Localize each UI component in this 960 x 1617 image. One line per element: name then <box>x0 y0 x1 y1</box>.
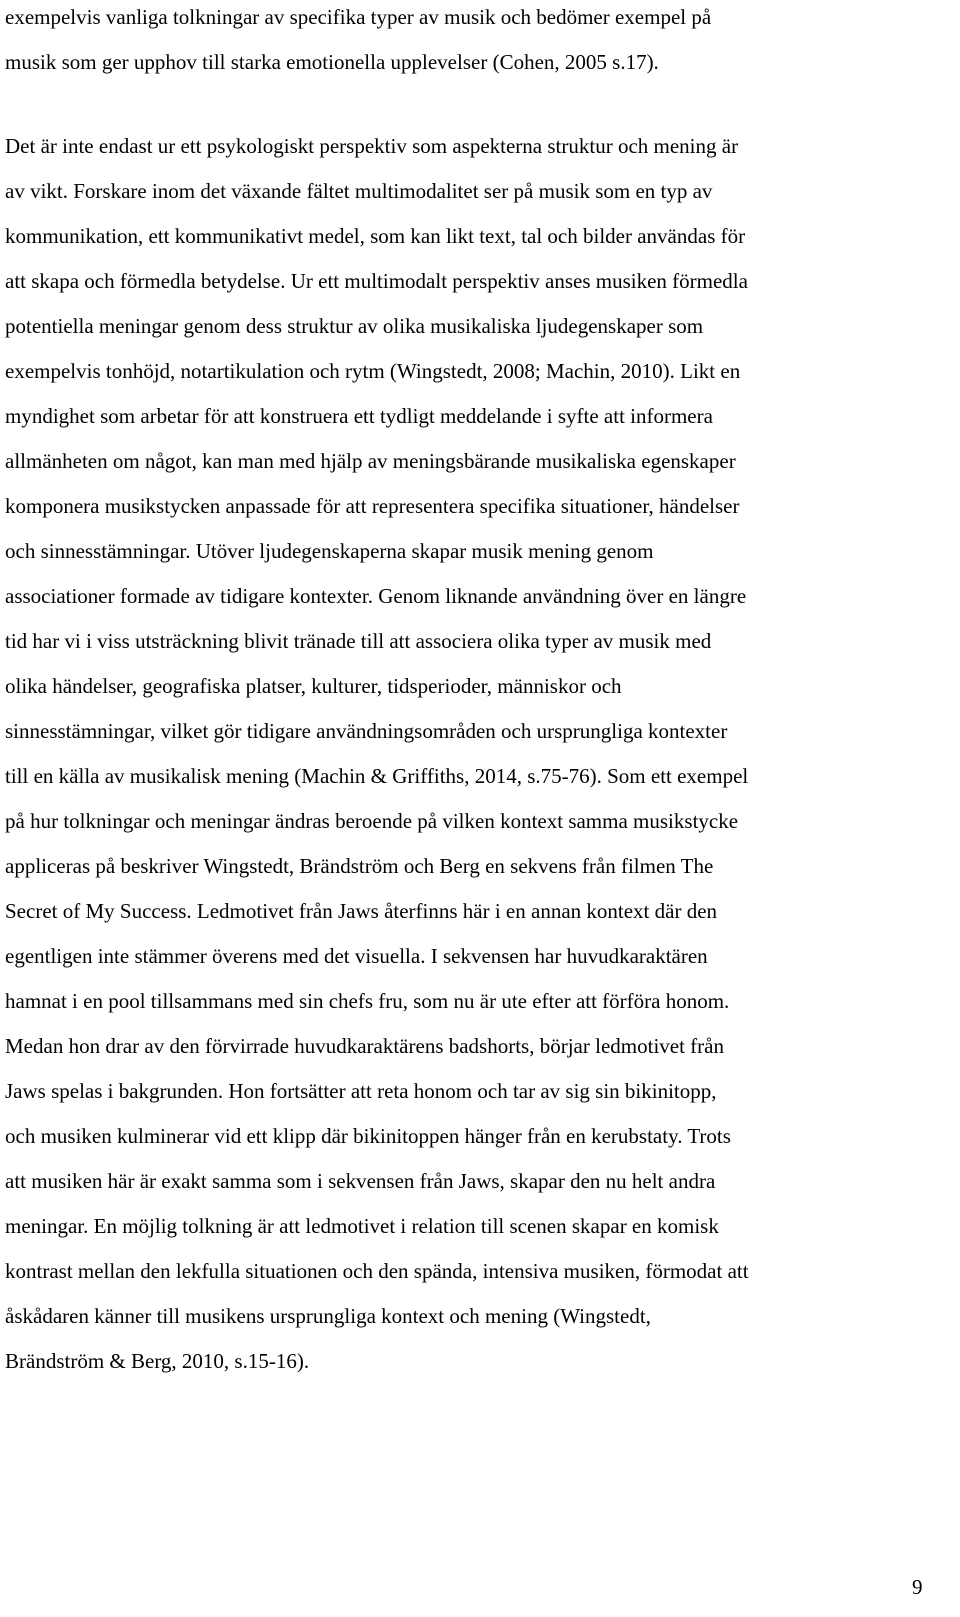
text-line: appliceras på beskriver Wingstedt, Brändström och Berg en sekvens från filmen The <box>5 854 714 878</box>
text-line: egentligen inte stämmer överens med det visuella. I sekvensen har huvudkaraktären <box>5 944 708 968</box>
text-line: Brändström & Berg, 2010, s.15-16). <box>5 1349 310 1373</box>
text-line: åskådaren känner till musikens ursprungliga kontext och mening (Wingstedt, <box>5 1304 651 1328</box>
text-line: att skapa och förmedla betydelse. Ur ett multimodalt perspektiv anses musiken förmedla <box>5 269 748 293</box>
text-line: och musiken kulminerar vid ett klipp där bikinitoppen hänger från en kerubstaty. Trots <box>5 1124 731 1148</box>
page-number: 9 <box>912 1575 923 1599</box>
text-line: hamnat i en pool tillsammans med sin chefs fru, som nu är ute efter att förföra honom. <box>5 989 730 1013</box>
text-line: olika händelser, geografiska platser, kulturer, tidsperioder, människor och <box>5 674 622 698</box>
text-line: Det är inte endast ur ett psykologiskt perspektiv som aspekterna struktur och mening är <box>5 134 739 158</box>
text-line: att musiken här är exakt samma som i sekvensen från Jaws, skapar den nu helt andra <box>5 1169 716 1193</box>
text-line: på hur tolkningar och meningar ändras beroende på vilken kontext samma musikstycke <box>5 809 739 833</box>
text-line: musik som ger upphov till starka emotionella upplevelser (Cohen, 2005 s.17). <box>5 50 659 74</box>
text-line: meningar. En möjlig tolkning är att ledmotivet i relation till scenen skapar en komisk <box>5 1214 719 1238</box>
text-line: myndighet som arbetar för att konstruera ett tydligt meddelande i syfte att informera <box>5 404 713 428</box>
text-line: allmänheten om något, kan man med hjälp av meningsbärande musikaliska egenskaper <box>5 449 736 473</box>
text-line: exempelvis vanliga tolkningar av specifika typer av musik och bedömer exempel på <box>5 5 712 29</box>
text-line: potentiella meningar genom dess struktur av olika musikaliska ljudegenskaper som <box>5 314 704 338</box>
text-line: till en källa av musikalisk mening (Machin & Griffiths, 2014, s.75-76). Som ett exempel <box>5 764 749 788</box>
text-line: tid har vi i viss utsträckning blivit tränade till att associera olika typer av musik med <box>5 629 712 653</box>
text-line: och sinnesstämningar. Utöver ljudegenskaperna skapar musik mening genom <box>5 539 654 563</box>
text-line: av vikt. Forskare inom det växande fältet multimodalitet ser på musik som en typ av <box>5 179 713 203</box>
text-line: sinnesstämningar, vilket gör tidigare användningsområden och ursprungliga kontexter <box>5 719 728 743</box>
text-line: Medan hon drar av den förvirrade huvudkaraktärens badshorts, börjar ledmotivet från <box>5 1034 724 1058</box>
text-line: associationer formade av tidigare kontexter. Genom liknande användning över en längre <box>5 584 747 608</box>
text-line: exempelvis tonhöjd, notartikulation och rytm (Wingstedt, 2008; Machin, 2010). Likt en <box>5 359 741 383</box>
text-line: komponera musikstycken anpassade för att representera specifika situationer, händelser <box>5 494 740 518</box>
text-line: Secret of My Success. Ledmotivet från Jaws återfinns här i en annan kontext där den <box>5 899 718 923</box>
text-line: kontrast mellan den lekfulla situationen och den spända, intensiva musiken, förmodat att <box>5 1259 749 1283</box>
text-line: Jaws spelas i bakgrunden. Hon fortsätter att reta honom och tar av sig sin bikinitopp, <box>5 1079 717 1103</box>
text-line: kommunikation, ett kommunikativt medel, som kan likt text, tal och bilder användas för <box>5 224 746 248</box>
